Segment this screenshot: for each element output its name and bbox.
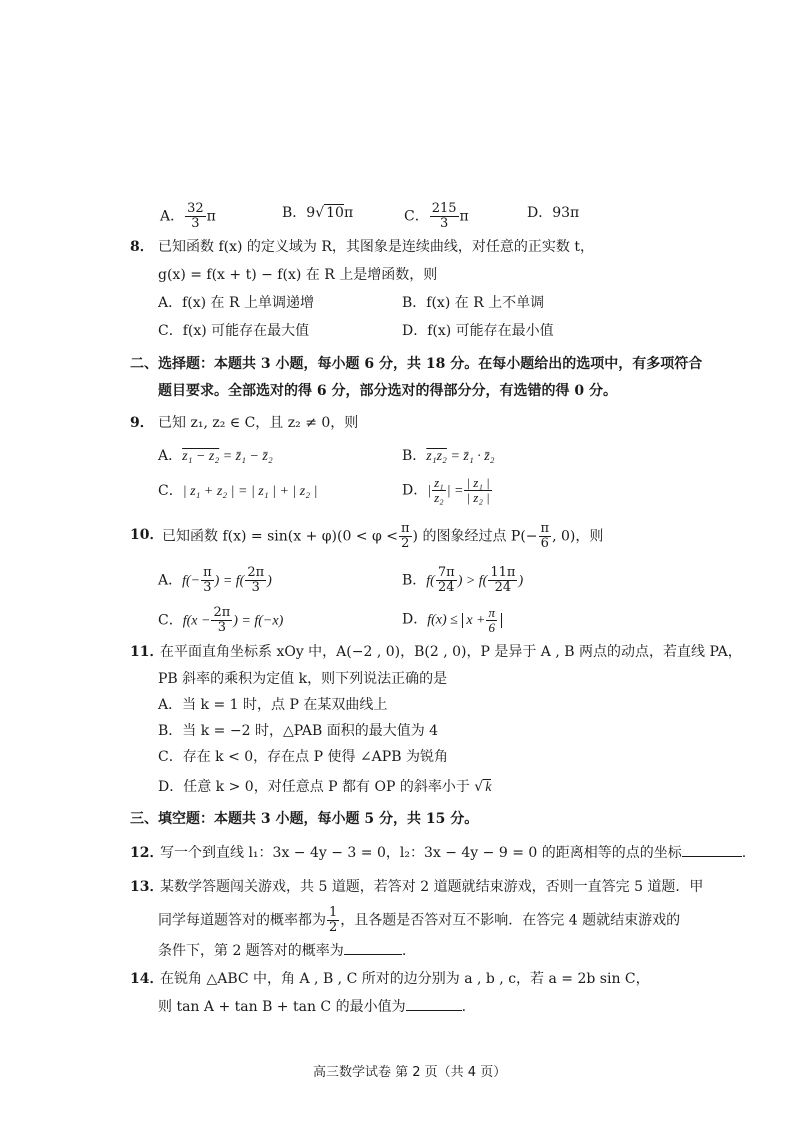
q11-option-d: D．任意 k > 0，对任意点 P 都有 OP 的斜率小于 √ k <box>158 779 492 795</box>
q9-option-a: A．z₁ − z₂ = z̄₁ − z̄₂ <box>158 448 273 464</box>
q11-option-c: C．存在 k < 0，存在点 P 使得 ∠APB 为锐角 <box>158 749 448 765</box>
q10-option-a: A．f(− $\frac{\pi}{3}$ ) = f( $\frac{2\pi}{3}$ ) <box>158 565 272 595</box>
q10-option-b: B．f( $\frac{7\pi}{24}$ ) > f( $\frac{11\pi}{24}$ ) <box>402 565 524 595</box>
q7-option-b: B．9√ 10π <box>282 205 354 221</box>
q7-option-c: C． $\frac{215}{3}$ π <box>404 201 469 231</box>
q13-line3: 条件下，第 2 题答对的概率为 . <box>158 943 407 959</box>
q11-number: 11． <box>130 644 164 660</box>
q8-option-a: A．f(x) 在 R 上单调递增 <box>158 295 315 311</box>
q7-option-a: A． $\frac{32}{3}$ π <box>160 201 216 231</box>
q13-answer-blank[interactable] <box>344 954 402 955</box>
q14-answer-blank[interactable] <box>406 1010 462 1011</box>
q8-stem-line2: g(x) = f(x + t) − f(x) 在 R 上是增函数，则 <box>158 267 438 283</box>
q10-option-d: D．f(x) ≤ x + $\frac{\pi}{6}$ <box>402 606 502 635</box>
section2-heading-line2: 题目要求。全部选对的得 6 分，部分选对的得部分分，有选错的得 0 分。 <box>158 383 617 399</box>
page-footer: 高三数学试卷 第 2 页（共 4 页） <box>313 1065 507 1080</box>
section2-heading-line1: 二、选择题：本题共 3 小题，每小题 6 分，共 18 分。在每小题给出的选项中，有多项符合 <box>130 356 703 372</box>
q11-option-b: B．当 k = −2 时，△PAB 面积的最大值为 4 <box>158 723 439 739</box>
q9-option-b: B．z₁z₂ = z̄₁ · z̄₂ <box>402 448 495 464</box>
q9-option-d: D．| $\frac{\text{z₁}}{\text{z₂}}$ | = $\frac{\text{| z₁ |}}{\text{| z₂ |}}$ <box>402 475 490 505</box>
q9-number: 9． <box>130 415 154 431</box>
q12-number: 12． <box>130 845 164 861</box>
q8-option-d: D．f(x) 可能存在最小值 <box>402 323 554 339</box>
q14-line2: 则 tan A + tan B + tan C 的最小值为 . <box>158 999 467 1015</box>
q7-option-d: D．93π <box>527 205 580 221</box>
q13-line1: 某数学答题闯关游戏，共 5 道题，若答对 2 道题就结束游戏，否则一直答完 5 道题．甲 <box>160 879 704 895</box>
q8-number: 8． <box>130 239 154 255</box>
q11-stem-line1: 在平面直角坐标系 xOy 中，A(−2 , 0)，B(2 , 0)，P 是异于 A , B 两点的动点，若直线 PA， <box>160 644 742 660</box>
q13-line2: 同学每道题答对的概率都为 $\frac{1}{2}$ ，且各题是否答对互不影响．在答完 4 题就结束游戏的 <box>158 905 681 935</box>
q14-number: 14． <box>130 971 164 987</box>
section3-heading: 三、填空题：本题共 3 小题，每小题 5 分，共 15 分。 <box>130 811 479 827</box>
q8-option-c: C．f(x) 可能存在最大值 <box>158 323 310 339</box>
q10-number: 10． <box>130 527 164 543</box>
q10-stem: 已知函数 f(x) = sin(x + φ)(0 < φ < $\frac{\pi}{2}$ ) 的图象经过点 P(− $\frac{\pi}{6}$ , 0)，则 <box>162 521 604 551</box>
q8-stem-line1: 已知函数 f(x) 的定义域为 R，其图象是连续曲线，对任意的正实数 t， <box>158 239 594 255</box>
q11-option-a: A．当 k = 1 时，点 P 在某双曲线上 <box>158 697 388 713</box>
q12-answer-blank[interactable] <box>682 856 742 857</box>
q14-line1: 在锐角 △ABC 中，角 A , B , C 所对的边分别为 a , b , c，若 a = 2b sin C， <box>160 971 650 987</box>
q9-stem: 已知 z₁, z₂ ∈ C，且 z₂ ≠ 0，则 <box>158 415 359 431</box>
q11-stem-line2: PB 斜率的乘积为定值 k，则下列说法正确的是 <box>158 671 448 687</box>
q12-text: 写一个到直线 l₁：3x − 4y − 3 = 0，l₂：3x − 4y − 9 = 0 的距离相等的点的坐标 . <box>160 845 747 861</box>
q10-option-c: C．f(x − $\frac{2\pi}{3}$ ) = f(−x) <box>158 605 284 635</box>
q8-option-b: B．f(x) 在 R 上不单调 <box>402 295 545 311</box>
q9-option-c: C．| z₁ + z₂ | = | z₁ | + | z₂ | <box>158 483 318 499</box>
q13-number: 13． <box>130 879 164 895</box>
